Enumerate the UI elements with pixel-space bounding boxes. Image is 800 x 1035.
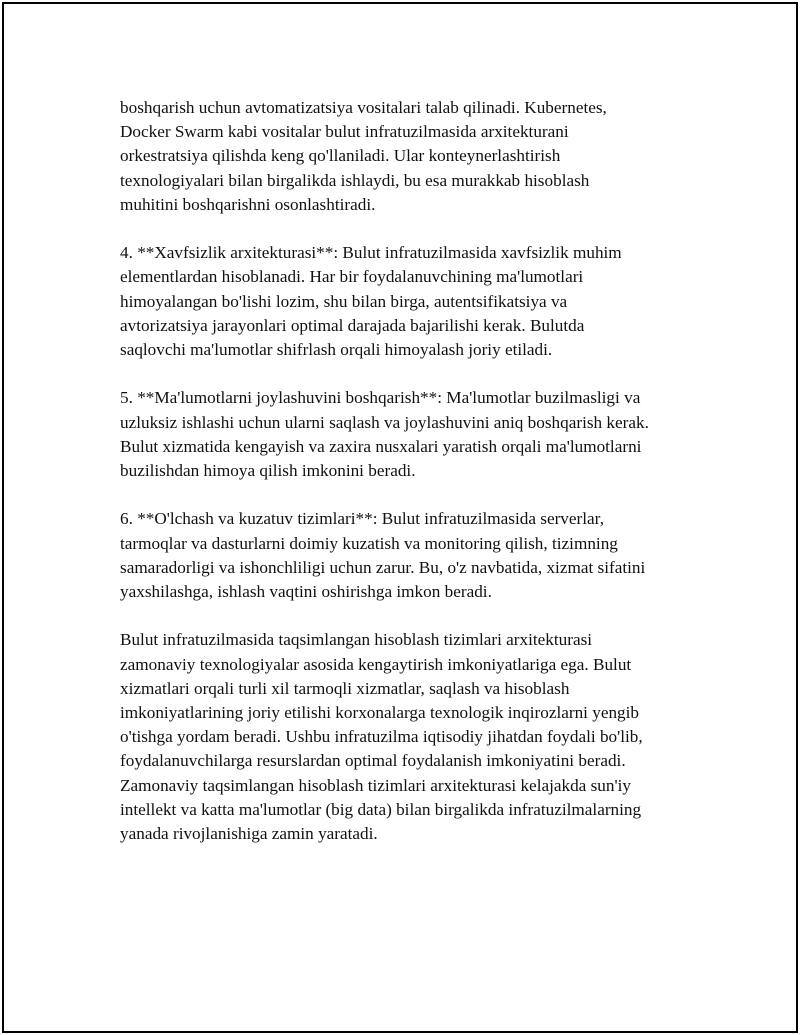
text-line: foydalanuvchilarga resurslardan optimal foydalanish imkoniyatini beradi. bbox=[120, 751, 626, 771]
text-line: 6. **O'lchash va kuzatuv tizimlari**: Bulut infratuzilmasida serverlar, bbox=[120, 509, 604, 529]
text-line: Bulut xizmatida kengayish va zaxira nusxalari yaratish orqali ma'lumotlarni bbox=[120, 436, 642, 456]
text-line: intellekt va katta ma'lumotlar (big data) bilan birgalikda infratuzilmalarning bbox=[120, 799, 642, 819]
document-page bbox=[2, 2, 798, 1033]
text-line: buzilishdan himoya qilish imkonini beradi. bbox=[120, 461, 416, 481]
document-body bbox=[120, 96, 700, 870]
text-line: imkoniyatlarining joriy etilishi korxonalarga texnologik inqirozlarni yengib bbox=[120, 703, 640, 723]
text-line: himoyalangan bo'lishi lozim, shu bilan birga, autentsifikatsiya va bbox=[120, 291, 568, 311]
paragraph-data-placement bbox=[120, 386, 700, 483]
paragraph-monitoring-systems bbox=[120, 507, 700, 604]
text-line: o'tishga yordam beradi. Ushbu infratuzilma iqtisodiy jihatdan foydali bo'lib, bbox=[120, 727, 643, 747]
text-line: xizmatlari orqali turli xil tarmoqli xizmatlar, saqlash va hisoblash bbox=[120, 678, 570, 698]
text-line: muhitini boshqarishni osonlashtiradi. bbox=[120, 194, 376, 214]
text-line: Bulut infratuzilmasida taqsimlangan hisoblash tizimlari arxitekturasi bbox=[120, 630, 593, 650]
text-line: texnologiyalari bilan birgalikda ishlaydi, bu esa murakkab hisoblash bbox=[120, 170, 590, 190]
text-line: saqlovchi ma'lumotlar shifrlash orqali himoyalash joriy etiladi. bbox=[120, 340, 553, 360]
text-line: orkestratsiya qilishda keng qo'llaniladi. Ular konteynerlashtirish bbox=[120, 146, 561, 166]
text-line: Zamonaviy taqsimlangan hisoblash tizimlari arxitekturasi kelajakda sun'iy bbox=[120, 775, 631, 795]
text-line: zamonaviy texnologiyalar asosida kengaytirish imkoniyatlariga ega. Bulut bbox=[120, 654, 632, 674]
text-line: samaradorligi va ishonchliligi uchun zarur. Bu, o'z navbatida, xizmat sifatini bbox=[120, 557, 646, 577]
text-line: yaxshilashga, ishlash vaqtini oshirishga imkon beradi. bbox=[120, 582, 492, 602]
paragraph-conclusion bbox=[120, 628, 700, 846]
text-line: uzluksiz ishlashi uchun ularni saqlash va joylashuvini aniq boshqarish kerak. bbox=[120, 412, 649, 432]
text-line: yanada rivojlanishiga zamin yaratadi. bbox=[120, 824, 378, 844]
text-line: avtorizatsiya jarayonlari optimal darajada bajarilishi kerak. Bulutda bbox=[120, 315, 585, 335]
text-line: Docker Swarm kabi vositalar bulut infratuzilmasida arxitekturani bbox=[120, 122, 569, 142]
text-line: tarmoqlar va dasturlarni doimiy kuzatish va monitoring qilish, tizimning bbox=[120, 533, 618, 553]
paragraph-security-architecture bbox=[120, 241, 700, 362]
text-line: 5. **Ma'lumotlarni joylashuvini boshqarish**: Ma'lumotlar buzilmasligi va bbox=[120, 388, 641, 408]
paragraph-orchestration bbox=[120, 96, 700, 217]
text-line: 4. **Xavfsizlik arxitekturasi**: Bulut infratuzilmasida xavfsizlik muhim bbox=[120, 243, 622, 263]
text-line: boshqarish uchun avtomatizatsiya vositalari talab qilinadi. Kubernetes, bbox=[120, 98, 607, 117]
text-line: elementlardan hisoblanadi. Har bir foydalanuvchining ma'lumotlari bbox=[120, 267, 584, 287]
